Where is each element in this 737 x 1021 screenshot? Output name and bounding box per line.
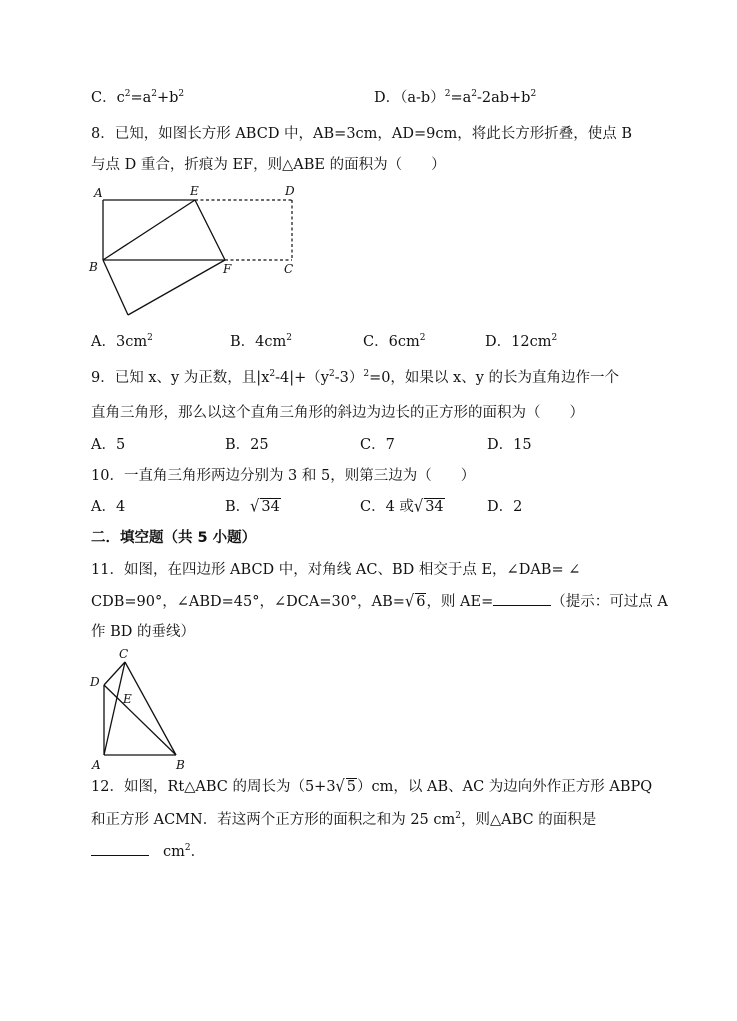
q10-option-b: B．√ 34 [225,497,281,517]
q11-stem-line1: 11．如图，在四边形 ABCD 中，对角线 AC、BD 相交于点 E，∠DAB= ∠ [91,562,581,578]
q11-stem-line3: 作 BD 的垂线） [91,624,195,640]
q9-option-d: D．15 [487,437,532,453]
q8-label-d: D [285,184,295,198]
answer-blank[interactable] [493,605,551,606]
q8-stem-line1: 8．已知，如图长方形 ABCD 中，AB=3cm，AD=9cm，将此长方形折叠，使点 B [91,126,633,142]
q8-option-b: B．$4cm^2$ [230,333,292,350]
q9-stem-line1: 9．已知 x、y 为正数，且$|x^2-4|+(y^2-3)^2=0$，如果以 x、y 的长为直角边作一个 [91,369,620,386]
sqrt-icon: √ [404,592,415,612]
q12-stem-line1: 12．如图，Rt△ABC 的周长为（5+3√ 5）cm，以 AB、AC 为边向外作正方形 ABPQ [91,777,652,797]
q9-option-c: C．7 [360,437,395,453]
q10-option-a: A．4 [91,499,126,515]
section-title: 二．填空题（共 5 小题） [91,530,257,546]
q8-label-a: A [94,186,103,200]
q8-stem-line2: 与点 D 重合，折痕为 EF，则△ABE 的面积为（ ） [91,157,446,173]
q11-label-e: E [123,692,132,706]
q8-option-c: C．$6cm^2$ [363,333,426,350]
q9-stem-line2: 直角三角形，那么以这个直角三角形的斜边为边长的正方形的面积为（ ） [91,405,584,421]
q8-label-c: C [284,262,294,276]
q11-edge-cb [125,662,176,755]
q7-option-c: C．$c^2=a^2+b^2$ [91,89,185,106]
q11-label-d: D [90,675,100,689]
q12-stem-line2: 和正方形 ACMN．若这两个正方形的面积之和为 25 $cm^2$，则△ABC 的面积是 [91,811,597,828]
q8-edge-be [103,200,195,260]
q12-stem-line3: $cm^2$． [91,842,205,862]
answer-blank[interactable] [91,855,149,856]
q8-option-d: D．$12cm^2$ [485,333,558,350]
q11-diag-db [104,685,176,755]
q10-option-c: C．4 或√ 34 [360,497,445,517]
q8-label-b: B [89,260,98,274]
q11-label-a: A [92,758,101,772]
q8-option-a: A．$3cm^2$ [91,333,153,350]
q8-label-f: F [223,262,232,276]
q9-option-b: B．25 [225,437,269,453]
q8-edge-ef [195,200,225,260]
sqrt-icon: √ [413,497,424,517]
sqrt-icon: √ [250,497,260,517]
sqrt-icon: √ [335,777,345,797]
q11-label-c: C [119,647,129,661]
q11-label-b: B [176,758,185,772]
q11-diag-ac [104,662,125,755]
q10-option-d: D．2 [487,499,523,515]
q11-figure [85,645,195,775]
q7-option-d: D．$(a-b)^2=a^2-2ab+b^2$ [374,89,537,106]
q8-flap-left [103,260,128,315]
q8-figure [85,183,310,323]
q10-stem: 10．一直角三角形两边分别为 3 和 5，则第三边为（ ） [91,468,476,484]
q8-flap-bottom [128,260,225,315]
q9-option-a: A．5 [91,437,126,453]
q11-stem-line2: CDB=90°，∠ABD=45°，∠DCA=30°，AB=√ 6，则 AE= （提示：可过点 A [91,592,668,612]
q8-label-e: E [190,184,199,198]
